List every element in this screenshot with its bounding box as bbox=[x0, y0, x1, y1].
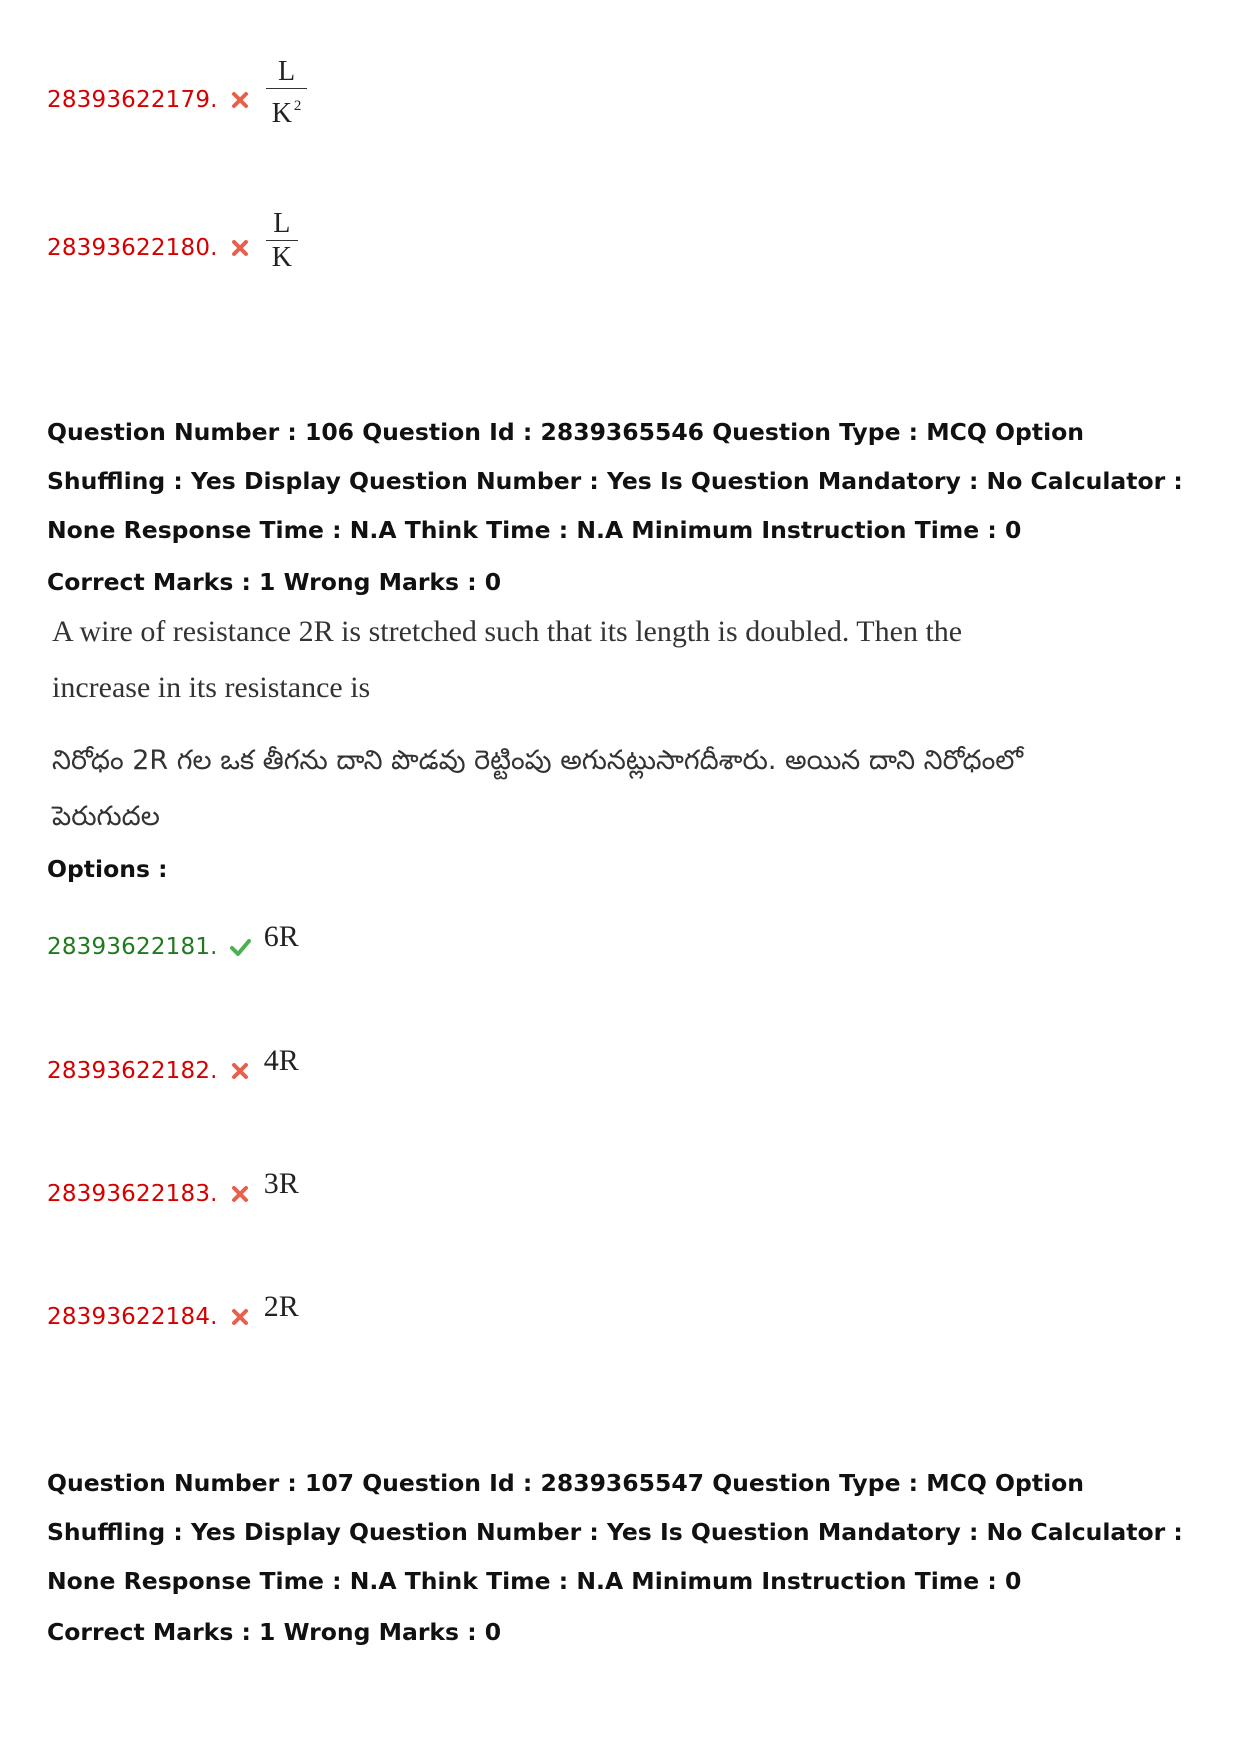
fraction-numerator: L bbox=[273, 208, 291, 239]
question-meta: Question Number : 107 Question Id : 2839365547 Question Type : MCQ Option Shuffling : Yes Display Question Number : Yes Is Question Mandatory : No Calculator : None Response Time : N.A Think Time : N.A Minimum Instruction Time : 0 bbox=[47, 1469, 1183, 1595]
cross-icon bbox=[228, 88, 252, 112]
option-fraction bbox=[266, 56, 308, 131]
option-value: 4R bbox=[263, 1044, 299, 1077]
option-row bbox=[47, 920, 299, 964]
option-value: 2R bbox=[263, 1290, 299, 1323]
option-row bbox=[47, 56, 307, 137]
option-value: 6R bbox=[263, 920, 299, 953]
fraction-numerator: L bbox=[278, 56, 296, 87]
question-marks: Correct Marks : 1 Wrong Marks : 0 bbox=[47, 1618, 502, 1646]
fraction-exponent: 2 bbox=[293, 98, 302, 114]
fraction-denominator: K bbox=[271, 242, 292, 273]
cross-icon bbox=[228, 1059, 252, 1083]
question-meta: Question Number : 106 Question Id : 2839365546 Question Type : MCQ Option Shuffling : Yes Display Question Number : Yes Is Question Mandatory : No Calculator : None Response Time : N.A Think Time : N.A Minimum Instruction Time : 0 bbox=[47, 418, 1183, 544]
option-id: 28393622183. bbox=[47, 1181, 218, 1207]
option-value: 3R bbox=[263, 1167, 299, 1200]
cross-icon bbox=[228, 236, 252, 260]
fraction-denominator: K bbox=[271, 98, 292, 129]
option-id: 28393622182. bbox=[47, 1058, 218, 1084]
question-text-english: A wire of resistance 2R is stretched such that its length is doubled. Then the increase in its resistance is bbox=[52, 615, 963, 704]
question-text-telugu: నిరోధం 2R గల ఒక తీగను దాని పొడవు రెట్టింపు అగునట్లుసాగదీశారు. అయిన దాని నిరోధంలో పెరుగుదల bbox=[52, 745, 1024, 832]
question-marks: Correct Marks : 1 Wrong Marks : 0 bbox=[47, 568, 502, 596]
option-id: 28393622184. bbox=[47, 1304, 218, 1330]
option-fraction bbox=[266, 208, 298, 275]
option-row bbox=[47, 1167, 299, 1211]
option-row bbox=[47, 1044, 299, 1088]
cross-icon bbox=[228, 1305, 252, 1329]
option-id: 28393622179. bbox=[47, 86, 218, 113]
option-row bbox=[47, 208, 298, 281]
check-icon bbox=[228, 935, 252, 959]
options-label: Options : bbox=[47, 855, 168, 883]
option-id: 28393622180. bbox=[47, 234, 218, 261]
option-row bbox=[47, 1290, 299, 1334]
cross-icon bbox=[228, 1182, 252, 1206]
option-id: 28393622181. bbox=[47, 934, 218, 960]
